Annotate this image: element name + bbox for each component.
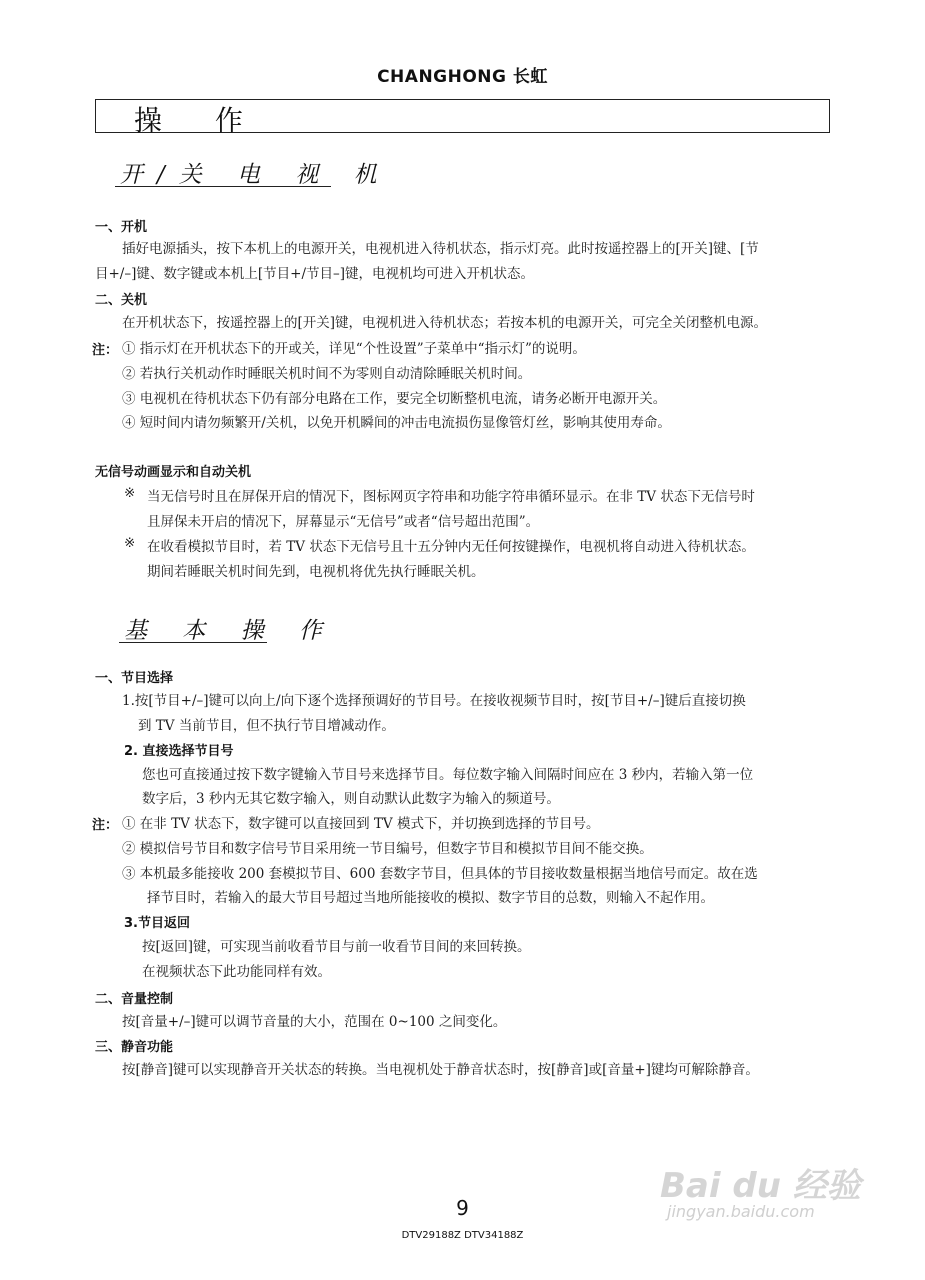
page-title: 操 作 (134, 104, 265, 137)
model-numbers: DTV29188Z DTV34188Z (401, 1230, 524, 1241)
return-text: 按[返回]键，可实现当前收看节目与前一收看节目间的来回转换。 (142, 939, 531, 955)
bullet-mark: ※ (124, 535, 136, 551)
page-number: 9 (456, 1196, 469, 1220)
no-signal-text: 期间若睡眠关机时间先到，电视机将优先执行睡眠关机。 (147, 564, 485, 580)
section-rule (119, 642, 267, 643)
heading-program-select: 一、节目选择 (95, 671, 174, 686)
volume-text: 按[音量+/–]键可以调节音量的大小，范围在 0~100 之间变化。 (122, 1014, 507, 1030)
heading-power-on: 一、开机 (95, 220, 148, 235)
heading-program-return: 3.节目返回 (124, 916, 190, 931)
section-title-power: 开/关 电 视 机 (120, 162, 391, 188)
note-item: ③ 本机最多能接收 200 套模拟节目、600 套数字节目，但具体的节目接收数量根据当地信号而定。故在选 (122, 866, 758, 882)
note-item: 择节目时，若输入的最大节目号超过当地所能接收的模拟、数字节目的总数，则输入不起作用。 (147, 890, 714, 906)
return-text: 在视频状态下此功能同样有效。 (142, 964, 331, 980)
heading-volume: 二、音量控制 (95, 992, 174, 1007)
power-on-text-2: 目+/–]键、数字键或本机上[节目+/节目–]键，电视机均可进入开机状态。 (95, 266, 535, 282)
program-text: 1.按[节目+/–]键可以向上/向下逐个选择预调好的节目号。在接收视频节目时，按[节目+/–]键后直接切换 (122, 693, 746, 709)
baidu-watermark-url: jingyan.baidu.com (667, 1202, 815, 1221)
baidu-watermark-logo: Bai du 经验 (660, 1166, 861, 1206)
brand-logo: CHANGHONG 长虹 (377, 67, 548, 87)
heading-power-off: 二、关机 (95, 293, 148, 308)
note-label: 注： (92, 818, 119, 833)
bullet-mark: ※ (124, 485, 136, 501)
heading-mute: 三、静音功能 (95, 1040, 174, 1055)
no-signal-text: 当无信号时且在屏保开启的情况下，图标网页字符串和功能字符串循环显示。在非 TV 状态下无信号时 (147, 489, 755, 505)
no-signal-text: 在收看模拟节目时，若 TV 状态下无信号且十五分钟内无任何按键操作，电视机将自动进入待机状态。 (147, 539, 755, 555)
section-rule (115, 186, 331, 187)
mute-text: 按[静音]键可以实现静音开关状态的转换。当电视机处于静音状态时，按[静音]或[音量+]键均可解除静音。 (122, 1062, 759, 1078)
note-item: ④ 短时间内请勿频繁开/关机，以免开机瞬间的冲击电流损伤显像管灯丝，影响其使用寿命。 (122, 415, 671, 431)
section-title-basic: 基 本 操 作 (124, 618, 336, 644)
note-label: 注： (92, 343, 119, 358)
heading-no-signal: 无信号动画显示和自动关机 (95, 465, 252, 480)
direct-text: 您也可直接通过按下数字键输入节目号来选择节目。每位数字输入间隔时间应在 3 秒内，若输入第一位 (142, 767, 754, 783)
page-title-box (95, 99, 830, 137)
program-text: 到 TV 当前节目，但不执行节目增减动作。 (138, 718, 395, 734)
note-item: ① 指示灯在开机状态下的开或关，详见“个性设置”子菜单中“指示灯”的说明。 (122, 341, 586, 357)
power-off-text: 在开机状态下，按遥控器上的[开关]键，电视机进入待机状态；若按本机的电源开关，可完全关闭整机电源。 (122, 315, 768, 331)
power-on-text-1: 插好电源插头，按下本机上的电源开关，电视机进入待机状态，指示灯亮。此时按遥控器上的[开关]键、[节 (122, 241, 759, 257)
note-item: ② 若执行关机动作时睡眠关机时间不为零则自动清除睡眠关机时间。 (122, 366, 532, 382)
no-signal-text: 且屏保未开启的情况下，屏幕显示“无信号”或者“信号超出范围”。 (147, 514, 540, 530)
note-item: ③ 电视机在待机状态下仍有部分电路在工作，要完全切断整机电流，请务必断开电源开关。 (122, 391, 667, 407)
heading-direct-select: 2. 直接选择节目号 (124, 744, 234, 759)
direct-text: 数字后，3 秒内无其它数字输入，则自动默认此数字为输入的频道号。 (142, 791, 560, 807)
note-item: ① 在非 TV 状态下，数字键可以直接回到 TV 模式下，并切换到选择的节目号。 (122, 816, 600, 832)
note-item: ② 模拟信号节目和数字信号节目采用统一节目编号，但数字节目和模拟节目间不能交换。 (122, 841, 653, 857)
